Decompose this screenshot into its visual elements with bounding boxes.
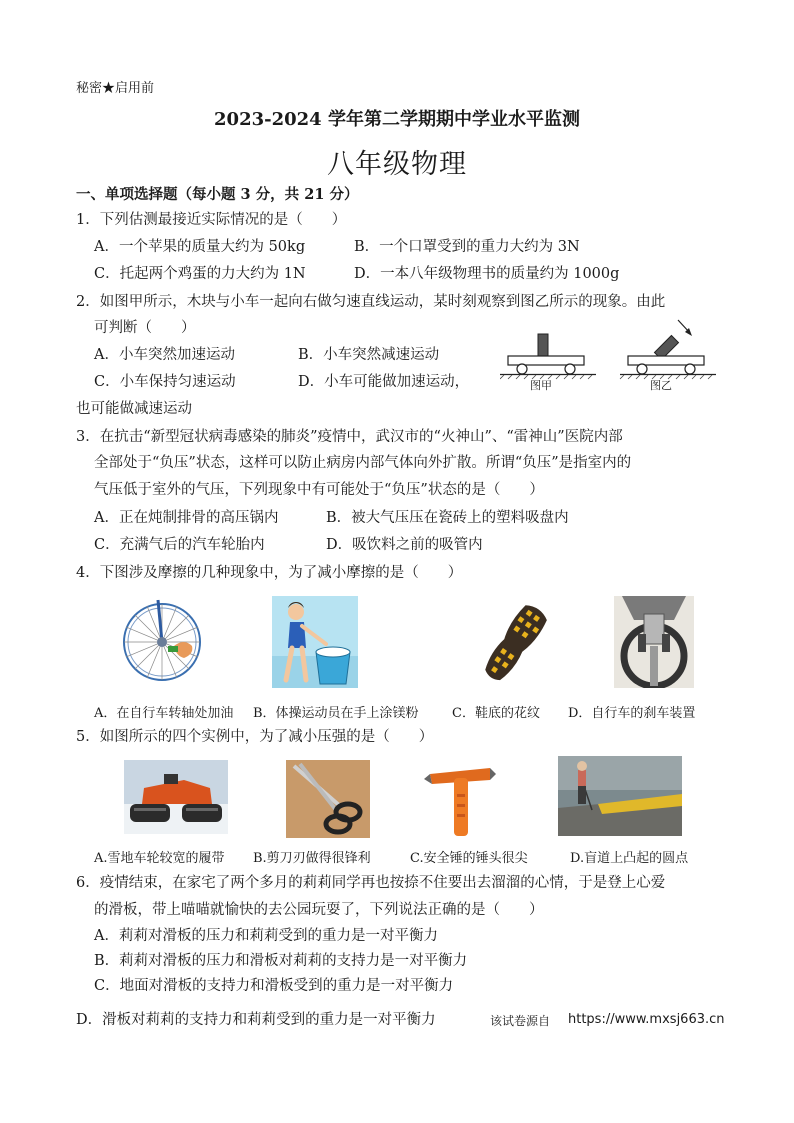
q6-stem-line1: 6．疫情结束，在家宅了两个多月的莉莉同学再也按捺不住要出去溜溜的心情，于是登上心爱 (76, 875, 666, 891)
tactile-paving-image (558, 756, 682, 836)
q1-stem: 1．下列估测最接近实际情况的是（ ） (76, 212, 347, 228)
figure-b-label: 图乙 (650, 379, 672, 392)
q2-option-b: B．小车突然减速运动 (298, 347, 440, 363)
q3-option-c: C．充满气后的汽车轮胎内 (94, 537, 265, 553)
q3-option-b: B．被大气压压在瓷砖上的塑料吸盘内 (326, 510, 569, 526)
q5-option-c: C.安全锤的锤头很尖 (410, 851, 528, 866)
q6-option-c: C．地面对滑板的支持力和滑板受到的重力是一对平衡力 (94, 978, 454, 994)
figure-a-label: 图甲 (530, 379, 552, 392)
exam-title: 2023-2024 学年第二学期期中学业水平监测 (214, 109, 580, 130)
q4-option-a: A．在自行车转轴处加油 (94, 706, 234, 721)
q2-option-d-continued: 也可能做减速运动 (76, 401, 192, 417)
figure-b-diagram (620, 320, 716, 379)
safety-hammer-image (424, 760, 496, 838)
subject-title: 八年级物理 (327, 149, 467, 180)
q4-option-c: C．鞋底的花纹 (452, 706, 540, 721)
shoe-sole-image (480, 598, 550, 688)
q4-option-b: B．体操运动员在手上涂镁粉 (253, 706, 419, 721)
q3-stem-line3: 气压低于室外的气压，下列现象中有可能处于“负压”状态的是（ ） (94, 482, 544, 498)
q4-option-d: D．自行车的刹车装置 (568, 706, 696, 721)
q1-option-c: C．托起两个鸡蛋的力大约为 1N (94, 266, 306, 282)
q5-option-d: D.盲道上凸起的圆点 (570, 851, 689, 866)
q6-option-b: B．莉莉对滑板的压力和滑板对莉莉的支持力是一对平衡力 (94, 953, 468, 969)
gymnast-image (272, 596, 358, 688)
q5-stem: 5．如图所示的四个实例中，为了减小压强的是（ ） (76, 729, 434, 745)
q4-stem: 4．下图涉及摩擦的几种现象中，为了减小摩擦的是（ ） (76, 565, 463, 581)
q2-stem-line2: 可判断（ ） (94, 320, 196, 336)
q3-option-a: A．正在炖制排骨的高压锅内 (94, 510, 279, 526)
q3-stem-line1: 3．在抗击“新型冠状病毒感染的肺炎”疫情中，武汉市的“火神山”、“雷神山”医院内部 (76, 429, 623, 445)
q2-stem-line1: 2．如图甲所示，木块与小车一起向右做匀速直线运动，某时刻观察到图乙所示的现象。由此 (76, 294, 666, 310)
bike-brake-image (614, 596, 694, 688)
scissors-image (286, 760, 370, 838)
q6-option-d: D．滑板对莉莉的支持力和莉莉受到的重力是一对平衡力 (76, 1012, 436, 1028)
section-heading: 一、单项选择题（每小题 3 分，共 21 分） (76, 186, 359, 203)
q2-option-c: C．小车保持匀速运动 (94, 374, 236, 390)
q5-option-a: A.雪地车轮较宽的履带 (94, 851, 225, 866)
snowmobile-image (124, 760, 228, 834)
q6-stem-line2: 的滑板，带上喵喵就愉快的去公园玩耍了，下列说法正确的是（ ） (94, 902, 544, 918)
q2-option-d: D．小车可能做加速运动， (298, 374, 470, 390)
q3-stem-line2: 全部处于“负压”状态，这样可以防止病房内部气体向外扩散。所谓“负压”是指室内的 (94, 455, 632, 471)
q6-option-a: A．莉莉对滑板的压力和莉莉受到的重力是一对平衡力 (94, 928, 438, 944)
q1-option-b: B．一个口罩受到的重力大约为 3N (354, 239, 580, 255)
q3-option-d: D．吸饮料之前的吸管内 (326, 537, 483, 553)
source-url[interactable]: https://www.mxsj663.cn (568, 1012, 725, 1027)
q2-option-a: A．小车突然加速运动 (94, 347, 235, 363)
figure-a-diagram (500, 334, 596, 379)
q1-option-a: A．一个苹果的质量大约为 50kg (94, 239, 306, 255)
q1-option-d: D．一本八年级物理书的质量约为 1000g (354, 266, 620, 282)
secret-label: 秘密★启用前 (76, 81, 155, 96)
source-note: 该试卷源自 (490, 1014, 551, 1028)
q5-option-b: B.剪刀刃做得很锋利 (253, 851, 371, 866)
bicycle-wheel-image (122, 596, 208, 688)
